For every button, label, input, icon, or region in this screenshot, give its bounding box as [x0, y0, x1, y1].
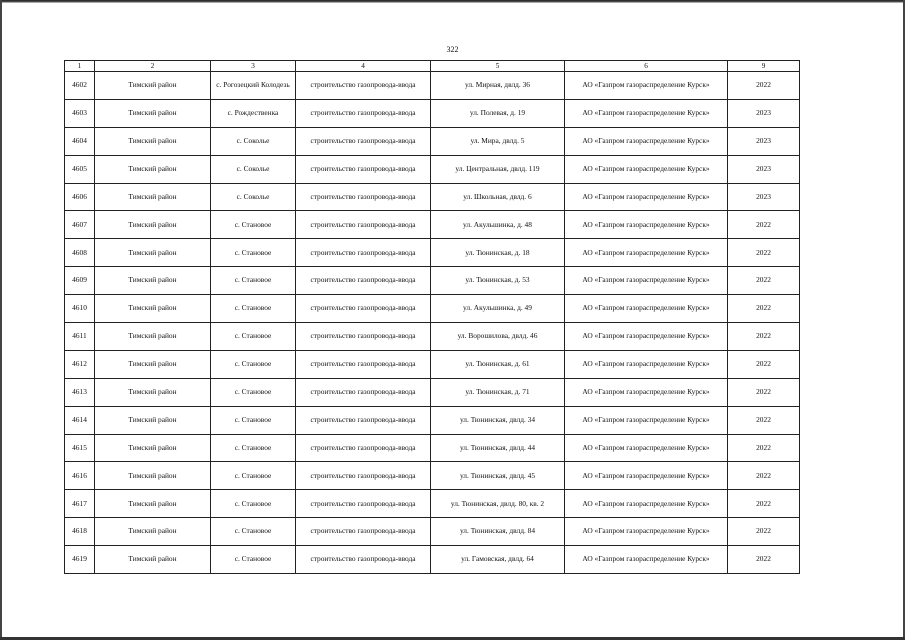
address-cell: ул. Гамовская, двлд. 64	[431, 546, 565, 574]
header-col-4: 4	[296, 61, 431, 72]
year-cell: 2022	[728, 518, 800, 546]
row-number-cell: 4603	[65, 99, 95, 127]
locality-cell: с. Соколье	[211, 155, 296, 183]
organization-cell: АО «Газпром газораспределение Курск»	[565, 434, 728, 462]
table-row	[65, 295, 872, 323]
year-cell: 2022	[728, 378, 800, 406]
address-cell: ул. Тюнинская, двлд. 84	[431, 518, 565, 546]
address-cell: ул. Тюнинская, д. 18	[431, 239, 565, 267]
organization-cell: АО «Газпром газораспределение Курск»	[565, 155, 728, 183]
district-cell: Тимский район	[95, 434, 211, 462]
table-row	[65, 127, 872, 155]
work-type-cell: строительство газопровода-ввода	[296, 406, 431, 434]
address-cell: ул. Мирная, двлд. 36	[431, 72, 565, 100]
table-row	[65, 518, 872, 546]
year-cell: 2023	[728, 99, 800, 127]
organization-cell: АО «Газпром газораспределение Курск»	[565, 350, 728, 378]
work-type-cell: строительство газопровода-ввода	[296, 434, 431, 462]
work-type-cell: строительство газопровода-ввода	[296, 462, 431, 490]
locality-cell: с. Становое	[211, 267, 296, 295]
row-number-cell: 4610	[65, 295, 95, 323]
scan-border-top	[0, 0, 905, 3]
locality-cell: с. Рождественка	[211, 99, 296, 127]
row-number-cell: 4614	[65, 406, 95, 434]
locality-cell: с. Становое	[211, 239, 296, 267]
address-cell: ул. Тюнинская, д. 53	[431, 267, 565, 295]
year-cell: 2022	[728, 267, 800, 295]
table-row	[65, 323, 872, 351]
work-type-cell: строительство газопровода-ввода	[296, 378, 431, 406]
table-row	[65, 462, 872, 490]
address-cell: ул. Тюнинская, д. 71	[431, 378, 565, 406]
district-cell: Тимский район	[95, 323, 211, 351]
page-number: 322	[446, 45, 459, 54]
organization-cell: АО «Газпром газораспределение Курск»	[565, 211, 728, 239]
address-cell: ул. Акульшинка, д. 49	[431, 295, 565, 323]
row-number-cell: 4604	[65, 127, 95, 155]
organization-cell: АО «Газпром газораспределение Курск»	[565, 239, 728, 267]
locality-cell: с. Становое	[211, 462, 296, 490]
address-cell: ул. Тюнинская, двлд. 80, кв. 2	[431, 490, 565, 518]
work-type-cell: строительство газопровода-ввода	[296, 127, 431, 155]
locality-cell: с. Становое	[211, 518, 296, 546]
year-cell: 2022	[728, 406, 800, 434]
work-type-cell: строительство газопровода-ввода	[296, 295, 431, 323]
district-cell: Тимский район	[95, 267, 211, 295]
address-cell: ул. Школьная, двлд. 6	[431, 183, 565, 211]
locality-cell: с. Становое	[211, 378, 296, 406]
row-number-cell: 4608	[65, 239, 95, 267]
row-number-cell: 4609	[65, 267, 95, 295]
organization-cell: АО «Газпром газораспределение Курск»	[565, 323, 728, 351]
year-cell: 2023	[728, 155, 800, 183]
district-cell: Тимский район	[95, 155, 211, 183]
header-col-2: 2	[95, 61, 211, 72]
year-cell: 2022	[728, 239, 800, 267]
header-col-6: 6	[565, 61, 728, 72]
locality-cell: с. Становое	[211, 406, 296, 434]
locality-cell: с. Становое	[211, 350, 296, 378]
header-col-3: 3	[211, 61, 296, 72]
row-number-cell: 4619	[65, 546, 95, 574]
work-type-cell: строительство газопровода-ввода	[296, 267, 431, 295]
row-number-cell: 4613	[65, 378, 95, 406]
organization-cell: АО «Газпром газораспределение Курск»	[565, 72, 728, 100]
header-col-9: 9	[728, 61, 800, 72]
address-cell: ул. Тюнинская, двлд. 34	[431, 406, 565, 434]
row-number-cell: 4605	[65, 155, 95, 183]
district-cell: Тимский район	[95, 211, 211, 239]
table-row	[65, 267, 872, 295]
work-type-cell: строительство газопровода-ввода	[296, 239, 431, 267]
address-cell: ул. Акульшинка, д. 48	[431, 211, 565, 239]
organization-cell: АО «Газпром газораспределение Курск»	[565, 378, 728, 406]
address-cell: ул. Тюнинская, д. 61	[431, 350, 565, 378]
year-cell: 2022	[728, 350, 800, 378]
work-type-cell: строительство газопровода-ввода	[296, 518, 431, 546]
district-cell: Тимский район	[95, 546, 211, 574]
address-cell: ул. Тюнинская, двлд. 44	[431, 434, 565, 462]
table-row	[65, 183, 872, 211]
table-row	[65, 72, 872, 100]
locality-cell: с. Становое	[211, 546, 296, 574]
work-type-cell: строительство газопровода-ввода	[296, 546, 431, 574]
organization-cell: АО «Газпром газораспределение Курск»	[565, 490, 728, 518]
organization-cell: АО «Газпром газораспределение Курск»	[565, 462, 728, 490]
year-cell: 2022	[728, 323, 800, 351]
table-body	[65, 72, 872, 574]
organization-cell: АО «Газпром газораспределение Курск»	[565, 406, 728, 434]
organization-cell: АО «Газпром газораспределение Курск»	[565, 127, 728, 155]
locality-cell: с. Соколье	[211, 183, 296, 211]
header-row	[65, 61, 872, 72]
table-row	[65, 155, 872, 183]
table-row	[65, 434, 872, 462]
locality-cell: с. Становое	[211, 323, 296, 351]
row-number-cell: 4616	[65, 462, 95, 490]
address-cell: ул. Ворошилова, двлд. 46	[431, 323, 565, 351]
locality-cell: с. Становое	[211, 490, 296, 518]
row-number-cell: 4618	[65, 518, 95, 546]
organization-cell: АО «Газпром газораспределение Курск»	[565, 267, 728, 295]
district-cell: Тимский район	[95, 490, 211, 518]
locality-cell: с. Становое	[211, 434, 296, 462]
work-type-cell: строительство газопровода-ввода	[296, 155, 431, 183]
scan-border-left	[0, 0, 2, 640]
year-cell: 2022	[728, 72, 800, 100]
work-type-cell: строительство газопровода-ввода	[296, 490, 431, 518]
district-cell: Тимский район	[95, 72, 211, 100]
year-cell: 2023	[728, 127, 800, 155]
organization-cell: АО «Газпром газораспределение Курск»	[565, 183, 728, 211]
table-row	[65, 406, 872, 434]
organization-cell: АО «Газпром газораспределение Курск»	[565, 295, 728, 323]
row-number-cell: 4607	[65, 211, 95, 239]
district-cell: Тимский район	[95, 518, 211, 546]
organization-cell: АО «Газпром газораспределение Курск»	[565, 99, 728, 127]
row-number-cell: 4606	[65, 183, 95, 211]
work-type-cell: строительство газопровода-ввода	[296, 323, 431, 351]
district-cell: Тимский район	[95, 462, 211, 490]
year-cell: 2022	[728, 295, 800, 323]
table-row	[65, 350, 872, 378]
year-cell: 2022	[728, 434, 800, 462]
table-row	[65, 546, 872, 574]
work-type-cell: строительство газопровода-ввода	[296, 211, 431, 239]
organization-cell: АО «Газпром газораспределение Курск»	[565, 546, 728, 574]
header-col-1: 1	[65, 61, 95, 72]
work-type-cell: строительство газопровода-ввода	[296, 99, 431, 127]
table-row	[65, 211, 872, 239]
locality-cell: с. Становое	[211, 295, 296, 323]
locality-cell: с. Рогозецкий Колодезь	[211, 72, 296, 100]
year-cell: 2022	[728, 546, 800, 574]
district-cell: Тимский район	[95, 406, 211, 434]
year-cell: 2022	[728, 490, 800, 518]
year-cell: 2023	[728, 183, 800, 211]
table-row	[65, 99, 872, 127]
row-number-cell: 4617	[65, 490, 95, 518]
gas-connection-table	[64, 60, 872, 574]
work-type-cell: строительство газопровода-ввода	[296, 183, 431, 211]
work-type-cell: строительство газопровода-ввода	[296, 350, 431, 378]
table-row	[65, 490, 872, 518]
row-number-cell: 4602	[65, 72, 95, 100]
organization-cell: АО «Газпром газораспределение Курск»	[565, 518, 728, 546]
table-row	[65, 378, 872, 406]
district-cell: Тимский район	[95, 183, 211, 211]
district-cell: Тимский район	[95, 99, 211, 127]
row-number-cell: 4611	[65, 323, 95, 351]
locality-cell: с. Соколье	[211, 127, 296, 155]
header-col-5: 5	[431, 61, 565, 72]
district-cell: Тимский район	[95, 295, 211, 323]
work-type-cell: строительство газопровода-ввода	[296, 72, 431, 100]
table-row	[65, 239, 872, 267]
address-cell: ул. Мира, двлд. 5	[431, 127, 565, 155]
row-number-cell: 4612	[65, 350, 95, 378]
address-cell: ул. Полевая, д. 19	[431, 99, 565, 127]
year-cell: 2022	[728, 462, 800, 490]
district-cell: Тимский район	[95, 239, 211, 267]
district-cell: Тимский район	[95, 350, 211, 378]
year-cell: 2022	[728, 211, 800, 239]
district-cell: Тимский район	[95, 378, 211, 406]
district-cell: Тимский район	[95, 127, 211, 155]
row-number-cell: 4615	[65, 434, 95, 462]
address-cell: ул. Тюнинская, двлд. 45	[431, 462, 565, 490]
locality-cell: с. Становое	[211, 211, 296, 239]
address-cell: ул. Центральная, двлд. 119	[431, 155, 565, 183]
